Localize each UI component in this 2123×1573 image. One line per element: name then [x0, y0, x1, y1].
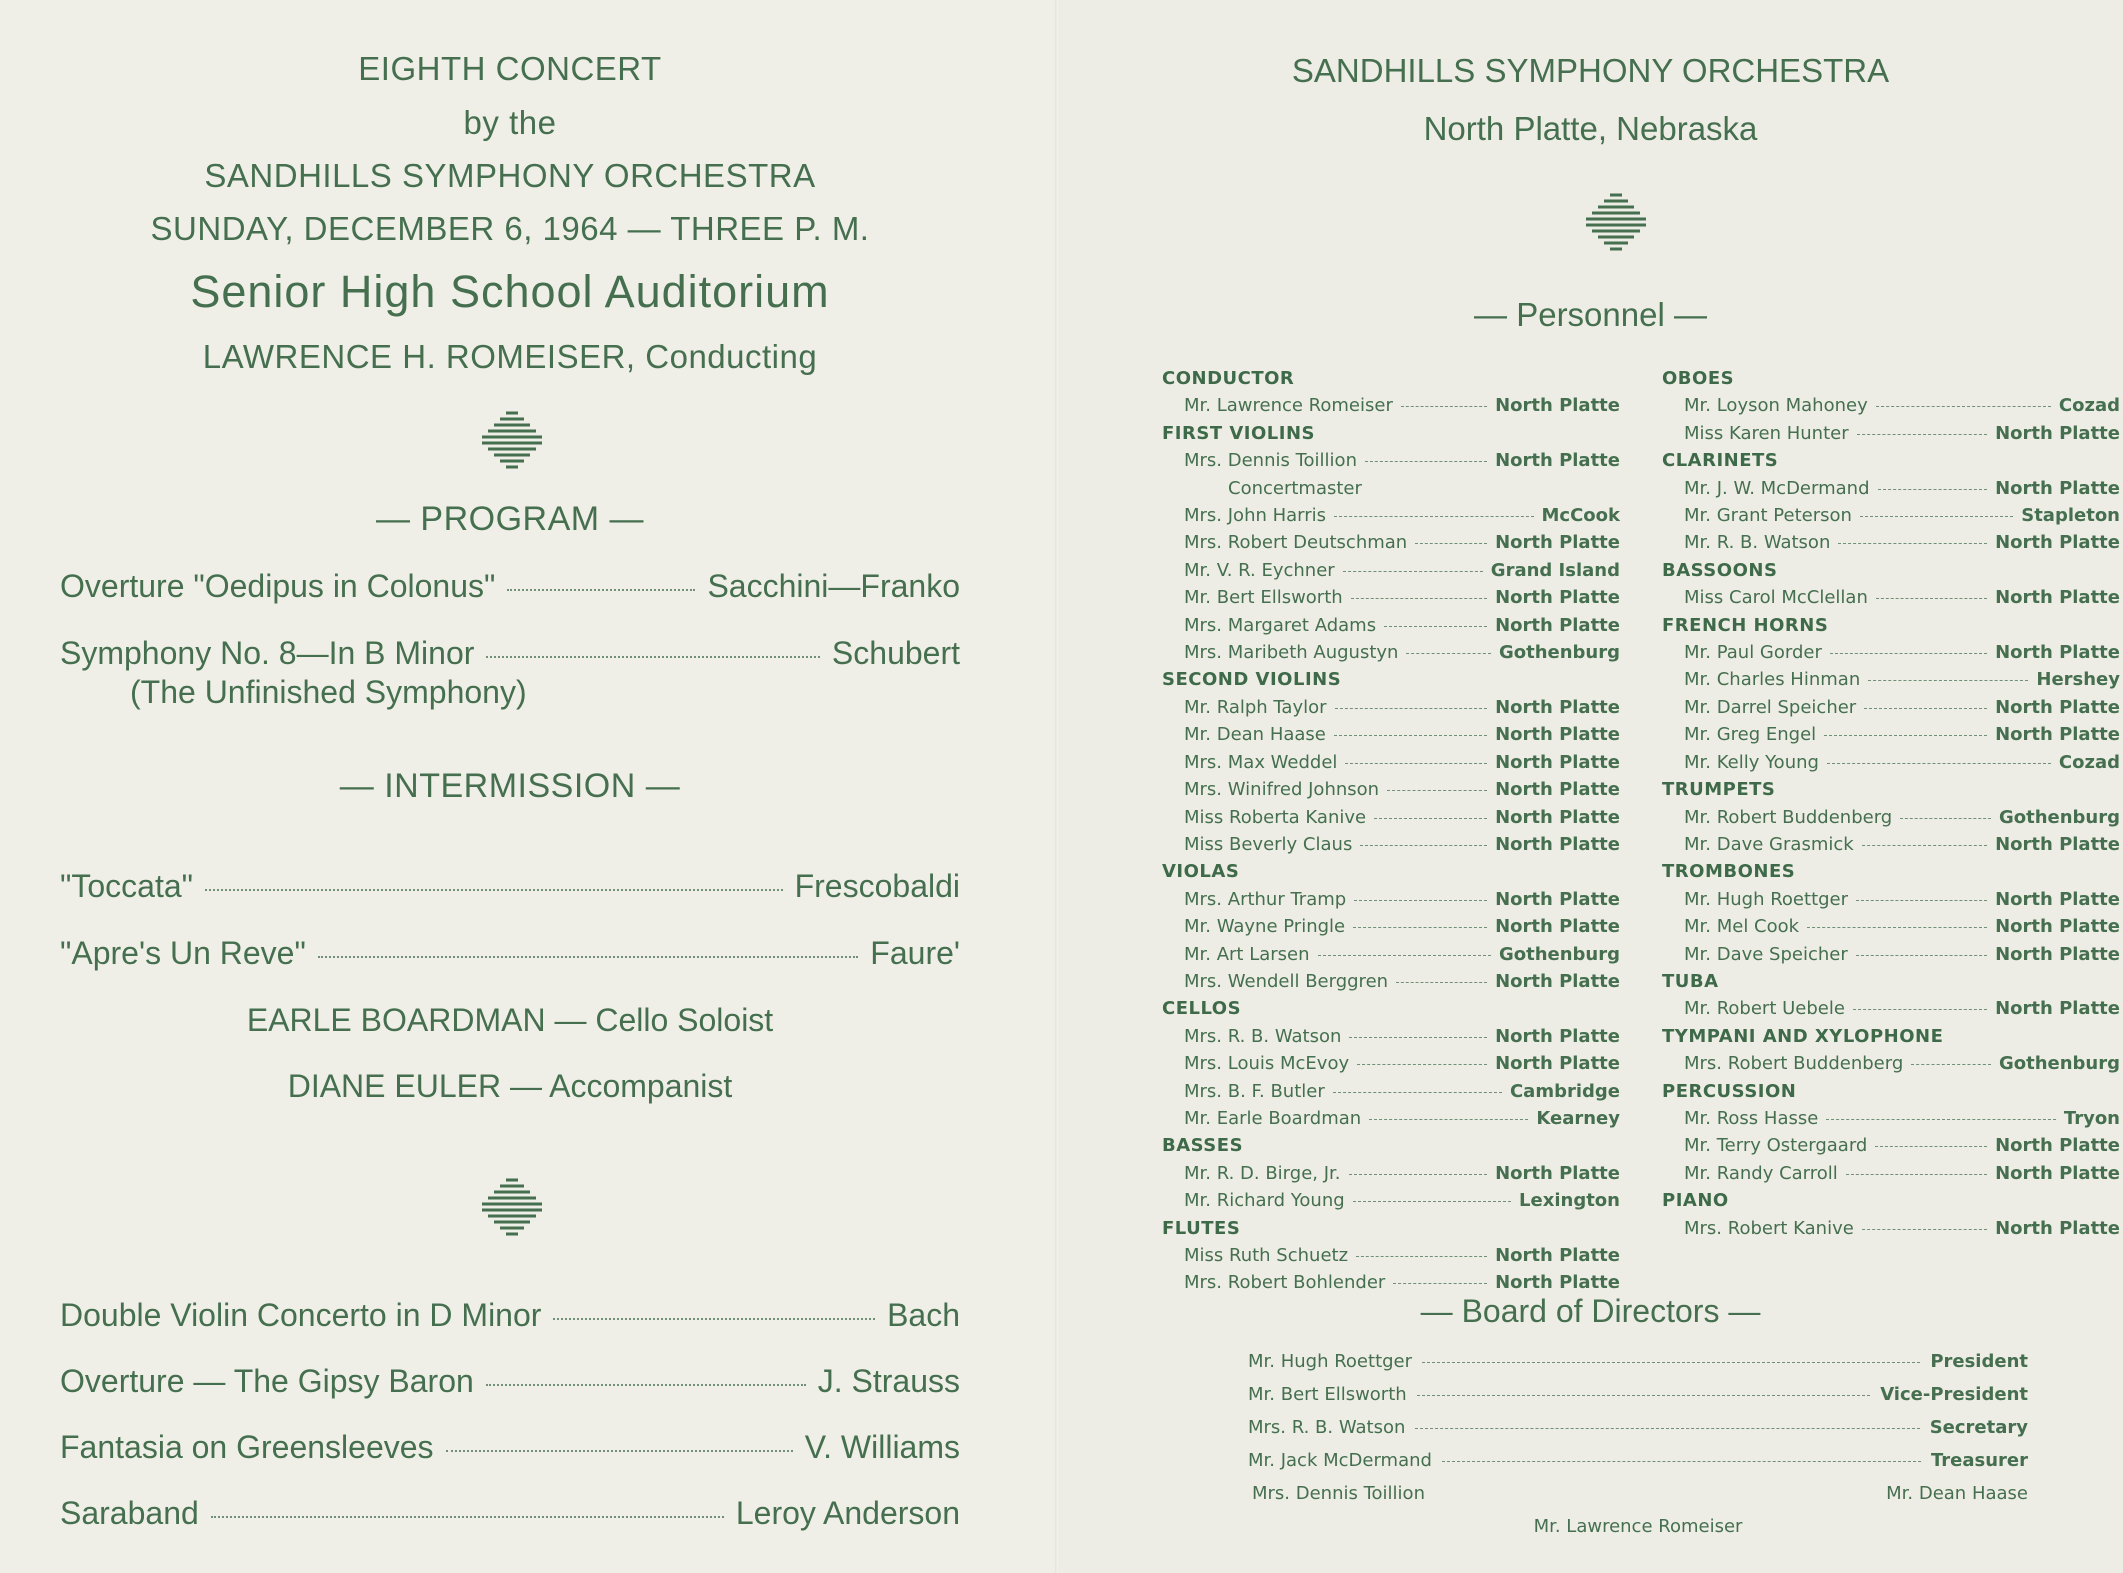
leader-dashes — [1356, 1256, 1487, 1257]
member-row — [1662, 584, 2120, 611]
leader-dashes — [1318, 955, 1491, 956]
personnel-column-left — [1162, 365, 1620, 1297]
member-row — [1662, 420, 2120, 447]
leader-dashes — [1853, 1009, 1987, 1010]
diamond-ornament-icon — [1583, 189, 1649, 255]
member-town: North Platte — [1995, 888, 2120, 910]
member-name: Mr. Art Larsen — [1184, 943, 1310, 965]
board-member-title: Treasurer — [1930, 1450, 2028, 1471]
member-name: Mr. Dean Haase — [1184, 724, 1326, 746]
member-name: Miss Roberta Kanive — [1184, 806, 1367, 828]
member-name: Mrs. Winifred Johnson — [1184, 779, 1380, 801]
member-row — [1662, 886, 2120, 913]
member-row — [1162, 612, 1620, 639]
member-row — [1662, 639, 2120, 666]
program-part-1 — [60, 568, 960, 711]
member-town: North Platte — [1495, 1272, 1620, 1294]
member-name: Mr. J. W. McDermand — [1684, 477, 1870, 499]
section-heading: TROMBONES — [1662, 861, 1796, 883]
member-row — [1662, 1215, 2120, 1242]
member-row — [1662, 392, 2120, 419]
member-town: Lexington — [1519, 1190, 1620, 1212]
program-item — [60, 1495, 960, 1532]
leader-dashes — [1387, 790, 1487, 791]
member-row — [1662, 1160, 2120, 1187]
leader-dashes — [1401, 406, 1487, 407]
leader-dashes — [1351, 598, 1487, 599]
member-row — [1162, 941, 1620, 968]
section-heading: VIOLAS — [1162, 861, 1240, 883]
member-town: Cambridge — [1509, 1080, 1620, 1102]
leader-dots — [446, 1450, 793, 1452]
member-name: Mr. Darrel Speicher — [1684, 696, 1857, 718]
member-town: North Platte — [1995, 916, 2120, 938]
member-town: North Platte — [1995, 587, 2120, 609]
member-row — [1662, 502, 2120, 529]
leader-dashes — [1876, 406, 2051, 407]
work-title: Overture — The Gipsy Baron — [60, 1363, 474, 1399]
leader-dashes — [1876, 598, 1987, 599]
member-row — [1662, 804, 2120, 831]
program-item — [60, 1429, 960, 1466]
board-row — [1248, 1444, 2028, 1477]
program-leaf — [0, 0, 1058, 1573]
leader-dashes — [1360, 845, 1487, 846]
member-row — [1162, 1078, 1620, 1105]
member-name: Mrs. Robert Bohlender — [1184, 1272, 1386, 1294]
member-town: North Platte — [1495, 587, 1620, 609]
leader-dashes — [1334, 735, 1487, 736]
work-title: Double Violin Concerto in D Minor — [60, 1297, 542, 1333]
soloist-credit: EARLE BOARDMAN — Cello Soloist — [246, 1002, 774, 1038]
member-town: North Platte — [1495, 833, 1620, 855]
leader-dashes — [1349, 1174, 1488, 1175]
member-name: Miss Beverly Claus — [1184, 833, 1353, 855]
member-row — [1662, 1105, 2120, 1132]
member-row — [1162, 1242, 1620, 1269]
member-town: Gothenburg — [1998, 806, 2120, 828]
member-name: Mrs. Robert Deutschman — [1184, 532, 1408, 554]
member-row — [1162, 913, 1620, 940]
member-row — [1662, 666, 2120, 693]
leader-dots — [211, 1516, 724, 1518]
leader-dashes — [1838, 543, 1987, 544]
member-town: Kearney — [1536, 1107, 1620, 1129]
section-heading: PERCUSSION — [1662, 1080, 1797, 1102]
personnel-leaf — [1058, 0, 2123, 1573]
member-town: North Platte — [1495, 806, 1620, 828]
leader-dashes — [1442, 1461, 1921, 1462]
member-row — [1162, 1160, 1620, 1187]
program-item — [60, 868, 960, 905]
section-heading: TUBA — [1662, 970, 1719, 992]
concert-venue: Senior High School Auditorium — [190, 266, 830, 317]
member-town: Hershey — [2036, 669, 2120, 691]
leader-dashes — [1334, 516, 1533, 517]
work-title: Fantasia on Greensleeves — [60, 1429, 434, 1465]
member-row — [1162, 639, 1620, 666]
member-name: Mr. Randy Carroll — [1684, 1162, 1838, 1184]
member-row — [1162, 886, 1620, 913]
member-town: North Platte — [1495, 970, 1620, 992]
leader-dashes — [1357, 1064, 1487, 1065]
member-name: Mrs. Arthur Tramp — [1184, 888, 1347, 910]
leader-dashes — [1826, 1119, 2056, 1120]
concert-datetime: SUNDAY, DECEMBER 6, 1964 — THREE P. M. — [150, 210, 870, 247]
board-member-name: Mr. Dean Haase — [1886, 1483, 2028, 1504]
section-heading: BASSOONS — [1662, 559, 1778, 581]
section-heading: PIANO — [1662, 1190, 1729, 1212]
board-member-name: Mrs. R. B. Watson — [1248, 1417, 1406, 1438]
member-name: Mr. Robert Buddenberg — [1684, 806, 1893, 828]
composer: Frescobaldi — [794, 868, 960, 904]
member-town: North Platte — [1495, 1025, 1620, 1047]
member-name: Mr. Dave Grasmick — [1684, 833, 1854, 855]
member-row — [1662, 1050, 2120, 1077]
diamond-ornament-icon — [479, 1174, 545, 1240]
member-name: Mrs. Robert Kanive — [1684, 1217, 1854, 1239]
composer: Leroy Anderson — [735, 1495, 960, 1531]
member-row — [1162, 1187, 1620, 1214]
board-member-name: Mrs. Dennis Toillion — [1252, 1483, 1425, 1504]
board-member-title: President — [1930, 1351, 2028, 1372]
leader-dashes — [1345, 763, 1487, 764]
member-town: North Platte — [1995, 422, 2120, 444]
board-row — [1248, 1345, 2028, 1378]
leader-dashes — [1857, 434, 1987, 435]
member-name: Mr. Bert Ellsworth — [1184, 587, 1343, 609]
leader-dashes — [1900, 818, 1991, 819]
member-name: Mr. Kelly Young — [1684, 751, 1819, 773]
member-name: Mrs. R. B. Watson — [1184, 1025, 1342, 1047]
work-title: Symphony No. 8—In B Minor — [60, 635, 475, 671]
section-heading: BASSES — [1162, 1135, 1244, 1157]
accompanist-credit: DIANE EULER — Accompanist — [287, 1068, 733, 1104]
member-row — [1162, 721, 1620, 748]
member-town: North Platte — [1495, 614, 1620, 636]
section-heading: CELLOS — [1162, 998, 1242, 1020]
program-item — [60, 935, 960, 972]
section-heading: TRUMPETS — [1662, 779, 1776, 801]
member-row — [1162, 694, 1620, 721]
leader-dashes — [1864, 708, 1987, 709]
board-members-row — [1248, 1477, 2028, 1510]
work-subtitle: (The Unfinished Symphony) — [130, 674, 527, 710]
member-town: Gothenburg — [1998, 1053, 2120, 1075]
program-item — [60, 1363, 960, 1400]
work-title: "Toccata" — [60, 868, 193, 904]
board-member-title: Secretary — [1929, 1417, 2028, 1438]
member-row — [1162, 1023, 1620, 1050]
member-row — [1162, 502, 1620, 529]
leader-dots — [486, 1384, 806, 1386]
member-town: North Platte — [1495, 696, 1620, 718]
section-heading: FIRST VIOLINS — [1162, 422, 1315, 444]
member-town: North Platte — [1995, 943, 2120, 965]
program-heading: — PROGRAM — — [375, 500, 645, 538]
member-row — [1162, 392, 1620, 419]
section-heading: FLUTES — [1162, 1217, 1241, 1239]
member-town: North Platte — [1495, 1053, 1620, 1075]
member-name: Mr. Ralph Taylor — [1184, 696, 1327, 718]
member-name: Mr. Charles Hinman — [1684, 669, 1861, 691]
member-name: Miss Carol McClellan — [1684, 587, 1868, 609]
composer: V. Williams — [804, 1429, 960, 1465]
by-the: by the — [463, 104, 557, 141]
board-member-name: Mr. Hugh Roettger — [1248, 1351, 1413, 1372]
member-row — [1662, 529, 2120, 556]
leader-dashes — [1333, 1092, 1502, 1093]
leader-dashes — [1846, 1174, 1987, 1175]
section-heading: FRENCH HORNS — [1662, 614, 1829, 636]
work-title: "Apre's Un Reve" — [60, 935, 306, 971]
leader-dashes — [1354, 900, 1487, 901]
member-town: North Platte — [1495, 1162, 1620, 1184]
board-heading: — Board of Directors — — [1420, 1293, 1761, 1329]
member-name: Mr. Ross Hasse — [1684, 1107, 1819, 1129]
member-row — [1162, 776, 1620, 803]
section-heading: CONDUCTOR — [1162, 368, 1295, 389]
diamond-ornament-icon — [479, 407, 545, 473]
concert-number: EIGHTH CONCERT — [358, 50, 662, 87]
composer: Bach — [887, 1297, 960, 1333]
leader-dashes — [1875, 1146, 1987, 1147]
leader-dots — [486, 656, 820, 658]
leader-dashes — [1417, 1395, 1871, 1396]
board-member-title: Vice-President — [1880, 1384, 2028, 1405]
leader-dashes — [1353, 1201, 1511, 1202]
composer: Faure' — [870, 935, 960, 971]
member-town: North Platte — [1495, 532, 1620, 554]
member-town: North Platte — [1995, 477, 2120, 499]
leader-dashes — [1396, 982, 1487, 983]
member-name: Mrs. Max Weddel — [1184, 751, 1338, 773]
program-part-3 — [60, 1297, 960, 1532]
leader-dashes — [1856, 900, 1987, 901]
member-row — [1162, 529, 1620, 556]
member-name: Mr. Terry Ostergaard — [1684, 1135, 1868, 1157]
section-heading: SECOND VIOLINS — [1162, 669, 1342, 691]
leader-dashes — [1830, 653, 1987, 654]
member-town: Grand Island — [1490, 559, 1620, 581]
member-row — [1162, 557, 1620, 584]
member-name: Mr. Earle Boardman — [1184, 1107, 1362, 1129]
member-town: North Platte — [1995, 833, 2120, 855]
conductor-credit: LAWRENCE H. ROMEISER, Conducting — [202, 338, 818, 375]
leader-dashes — [1807, 927, 1987, 928]
member-row — [1662, 475, 2120, 502]
member-row — [1162, 1050, 1620, 1077]
board-member-name: Mr. Bert Ellsworth — [1248, 1384, 1407, 1405]
leader-dashes — [1415, 543, 1487, 544]
member-row — [1162, 584, 1620, 611]
leader-dashes — [1349, 1037, 1487, 1038]
member-name: Mr. Richard Young — [1184, 1190, 1345, 1212]
member-town: Cozad — [2058, 751, 2120, 773]
member-town: North Platte — [1495, 888, 1620, 910]
member-name: Mr. R. B. Watson — [1684, 532, 1831, 554]
member-town: North Platte — [1995, 696, 2120, 718]
member-town: Stapleton — [2021, 505, 2120, 527]
member-town: McCook — [1541, 505, 1620, 527]
program-item — [60, 1297, 960, 1334]
member-row — [1162, 968, 1620, 995]
member-name: Mr. Loyson Mahoney — [1684, 395, 1868, 417]
composer: Sacchini—Franko — [707, 568, 960, 604]
member-town: North Platte — [1995, 724, 2120, 746]
member-name: Mr. Wayne Pringle — [1184, 916, 1346, 938]
board-row — [1248, 1411, 2028, 1444]
section-heading: OBOES — [1662, 368, 1735, 389]
member-town: North Platte — [1995, 1162, 2120, 1184]
member-town: North Platte — [1995, 1135, 2120, 1157]
orchestra-name: SANDHILLS SYMPHONY ORCHESTRA — [1291, 52, 1890, 89]
member-name: Mrs. John Harris — [1184, 505, 1327, 527]
intermission-heading: — INTERMISSION — — [339, 767, 681, 805]
member-note: Concertmaster — [1228, 477, 1362, 499]
member-row — [1162, 447, 1620, 474]
member-town: North Platte — [1495, 724, 1620, 746]
member-row — [1662, 721, 2120, 748]
member-row — [1162, 804, 1620, 831]
member-town: North Platte — [1495, 779, 1620, 801]
composer: J. Strauss — [817, 1363, 960, 1399]
program-part-2 — [60, 868, 960, 972]
leader-dots — [507, 589, 695, 591]
member-town: North Platte — [1495, 916, 1620, 938]
member-name: Miss Ruth Schuetz — [1184, 1245, 1349, 1266]
leader-dashes — [1860, 516, 2013, 517]
leader-dashes — [1353, 927, 1487, 928]
leader-dots — [318, 956, 858, 958]
member-town: Tryon — [2063, 1107, 2120, 1129]
leader-dashes — [1862, 845, 1987, 846]
member-row — [1662, 1132, 2120, 1159]
leader-dashes — [1393, 1283, 1487, 1284]
leader-dashes — [1868, 680, 2028, 681]
work-title: Saraband — [60, 1495, 199, 1531]
leader-dashes — [1384, 626, 1487, 627]
member-name: Mr. Mel Cook — [1684, 916, 1800, 938]
member-row — [1662, 995, 2120, 1022]
leader-dashes — [1862, 1229, 1987, 1230]
member-name: Mr. Greg Engel — [1684, 724, 1817, 746]
orchestra-name: SANDHILLS SYMPHONY ORCHESTRA — [204, 157, 816, 194]
leader-dashes — [1369, 1119, 1528, 1120]
board-member-name: Mr. Lawrence Romeiser — [1533, 1516, 1743, 1537]
board-member-name: Mr. Jack McDermand — [1248, 1450, 1432, 1471]
leader-dashes — [1374, 818, 1487, 819]
board-list — [1248, 1345, 2028, 1543]
section-heading: CLARINETS — [1662, 450, 1779, 472]
member-town: North Platte — [1995, 998, 2120, 1020]
member-name: Mrs. Maribeth Augustyn — [1184, 642, 1399, 664]
leader-dashes — [1415, 1428, 1919, 1429]
program-item — [60, 568, 960, 605]
leader-dashes — [1878, 489, 1988, 490]
leader-dots — [553, 1318, 875, 1320]
leader-dashes — [1911, 1064, 1991, 1065]
member-town: Cozad — [2058, 395, 2120, 417]
composer: Schubert — [831, 635, 960, 671]
member-town: North Platte — [1995, 1217, 2120, 1239]
member-row — [1162, 831, 1620, 858]
leader-dashes — [1406, 653, 1491, 654]
leader-dots — [205, 889, 783, 891]
orchestra-city: North Platte, Nebraska — [1423, 110, 1758, 147]
leader-dashes — [1343, 571, 1483, 572]
member-town: North Platte — [1495, 1245, 1620, 1266]
member-name: Mr. Dave Speicher — [1684, 943, 1848, 965]
member-name: Mr. Grant Peterson — [1684, 505, 1852, 527]
member-town: North Platte — [1495, 395, 1620, 417]
leader-dashes — [1422, 1362, 1920, 1363]
member-name: Mrs. Margaret Adams — [1184, 614, 1377, 636]
member-name: Mr. V. R. Eychner — [1184, 559, 1335, 581]
member-town: North Platte — [1495, 751, 1620, 773]
personnel-column-right — [1662, 365, 2120, 1242]
board-row — [1248, 1378, 2028, 1411]
leader-dashes — [1827, 763, 2051, 764]
member-town: Gothenburg — [1498, 943, 1620, 965]
member-name: Mr. R. D. Birge, Jr. — [1184, 1162, 1341, 1184]
section-heading: TYMPANI AND XYLOPHONE — [1662, 1025, 1944, 1047]
member-town: North Platte — [1495, 450, 1620, 472]
member-row — [1662, 913, 2120, 940]
member-name: Mrs. Louis McEvoy — [1184, 1053, 1350, 1075]
member-name: Mr. Robert Uebele — [1684, 998, 1845, 1020]
member-name: Miss Karen Hunter — [1684, 422, 1849, 444]
program-item — [60, 635, 960, 672]
leader-dashes — [1824, 735, 1987, 736]
member-row — [1662, 694, 2120, 721]
member-row — [1662, 941, 2120, 968]
work-title: Overture "Oedipus in Colonus" — [60, 568, 496, 604]
member-name: Mrs. Robert Buddenberg — [1684, 1053, 1904, 1075]
member-name: Mr. Paul Gorder — [1684, 642, 1822, 664]
personnel-heading: — Personnel — — [1474, 296, 1707, 333]
leader-dashes — [1856, 955, 1987, 956]
member-row — [1662, 831, 2120, 858]
member-town: Gothenburg — [1498, 642, 1620, 664]
leader-dashes — [1365, 461, 1487, 462]
member-row — [1162, 749, 1620, 776]
leader-dashes — [1335, 708, 1488, 709]
member-row — [1162, 1105, 1620, 1132]
member-name: Mrs. Dennis Toillion — [1184, 450, 1357, 472]
member-name: Mr. Hugh Roettger — [1684, 888, 1849, 910]
member-name: Mrs. Wendell Berggren — [1184, 970, 1389, 992]
member-town: North Platte — [1995, 642, 2120, 664]
member-name: Mr. Lawrence Romeiser — [1184, 395, 1393, 417]
member-town: North Platte — [1995, 532, 2120, 554]
member-row — [1662, 749, 2120, 776]
member-name: Mrs. B. F. Butler — [1184, 1080, 1325, 1102]
